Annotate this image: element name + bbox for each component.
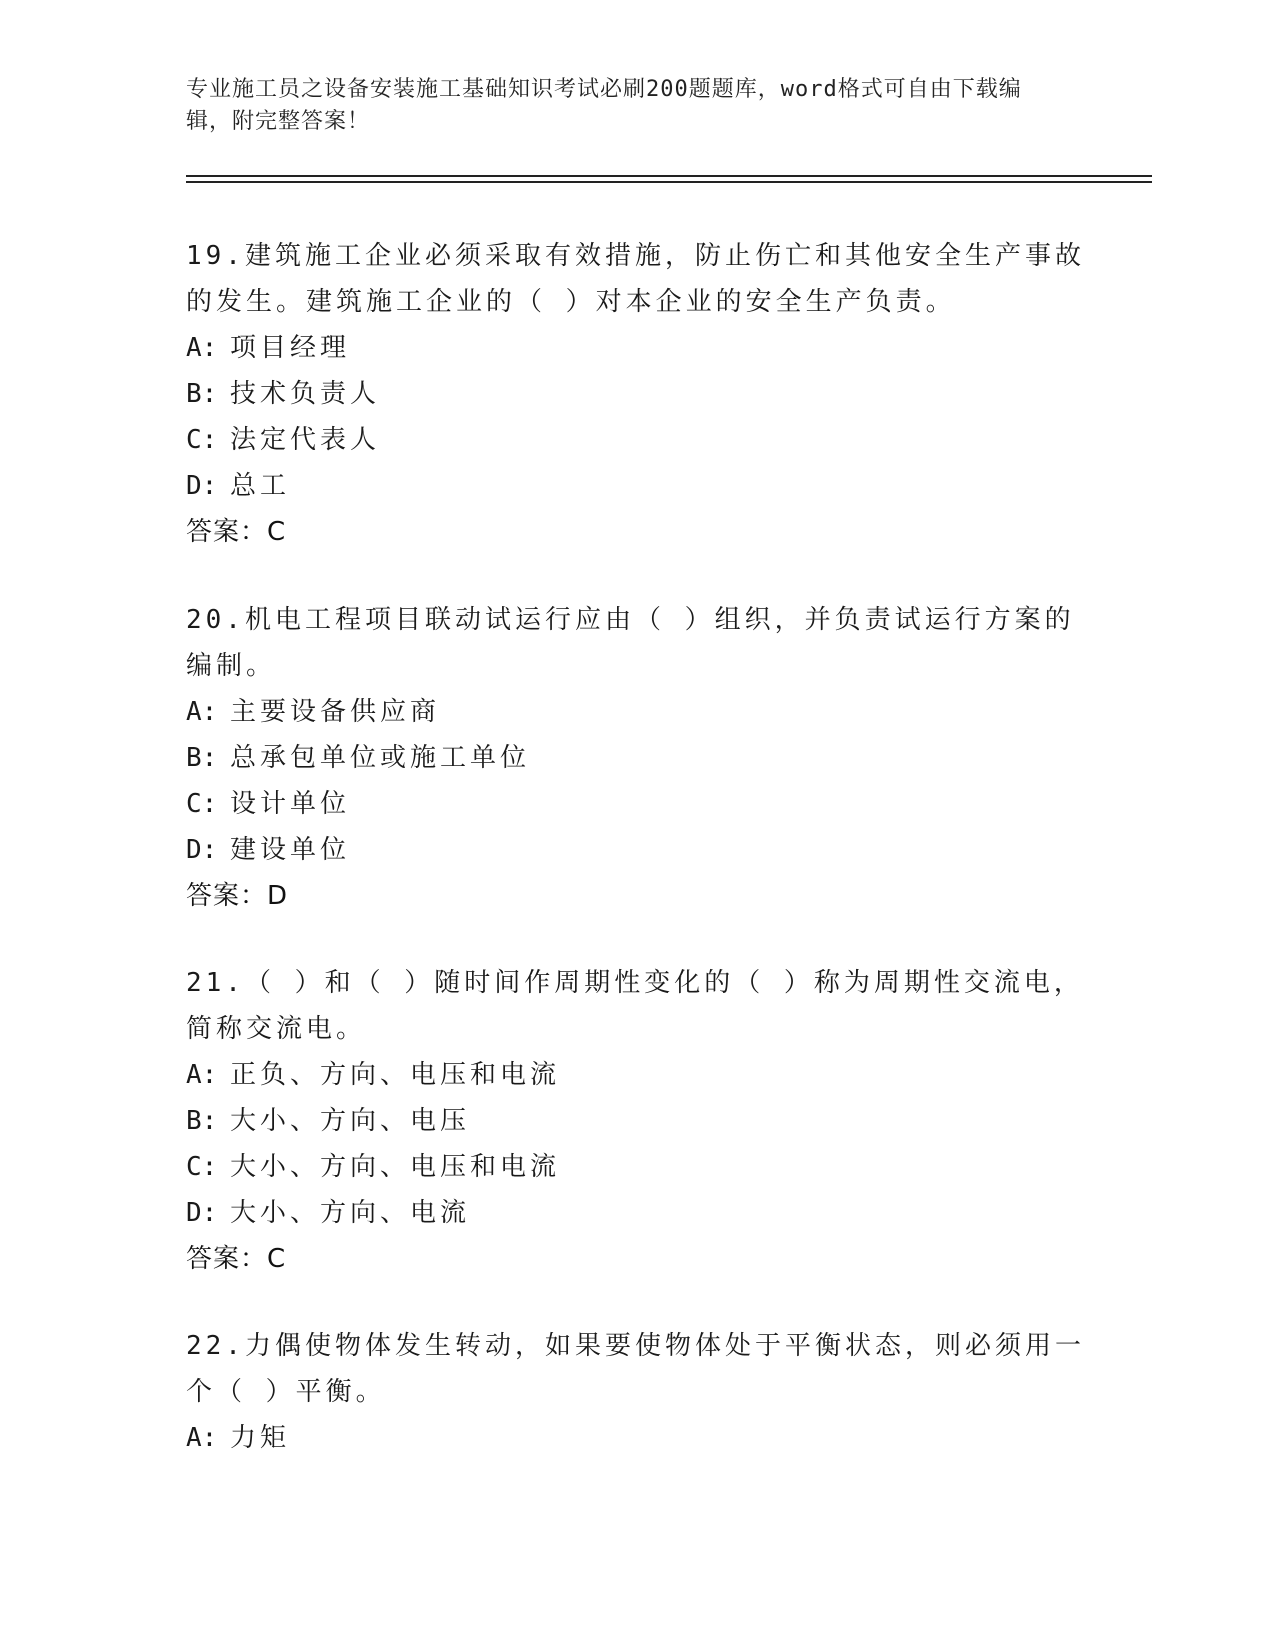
option-key: B:	[186, 1106, 218, 1136]
option-text: 正负、方向、电压和电流	[230, 1060, 561, 1090]
question-22	[186, 1323, 1086, 1461]
option-text: 大小、方向、电压	[230, 1106, 471, 1136]
question-19	[186, 233, 1086, 555]
option-b	[186, 735, 1086, 781]
option-text: 大小、方向、电压和电流	[230, 1152, 561, 1182]
option-c	[186, 1144, 1086, 1190]
question-stem: 19.建筑施工企业必须采取有效措施，防止伤亡和其他安全生产事故的发生。建筑施工企业的（ ）对本企业的安全生产负责。	[186, 241, 1085, 317]
option-text: 总承包单位或施工单位	[230, 743, 531, 773]
option-key: B:	[186, 379, 218, 409]
option-d	[186, 1190, 1086, 1236]
option-text: 总工	[230, 471, 291, 501]
option-b	[186, 1098, 1086, 1144]
option-text: 技术负责人	[230, 379, 381, 409]
option-key: D:	[186, 835, 218, 865]
option-a	[186, 689, 1086, 735]
option-text: 建设单位	[230, 835, 351, 865]
option-key: A:	[186, 1423, 218, 1453]
option-key: C:	[186, 1152, 218, 1182]
option-text: 设计单位	[230, 789, 351, 819]
option-key: D:	[186, 471, 218, 501]
document-header: 专业施工员之设备安装施工基础知识考试必刷200题题库，word格式可自由下载编辑，附完整答案！	[186, 77, 1022, 134]
option-c	[186, 417, 1086, 463]
question-21	[186, 960, 1086, 1282]
option-key: A:	[186, 1060, 218, 1090]
option-text: 法定代表人	[230, 425, 381, 455]
option-key: C:	[186, 425, 218, 455]
header-divider-top	[186, 175, 1152, 177]
question-stem: 22.力偶使物体发生转动，如果要使物体处于平衡状态，则必须用一个（ ）平衡。	[186, 1331, 1085, 1407]
option-b	[186, 371, 1086, 417]
option-a	[186, 1415, 1086, 1461]
question-stem: 20.机电工程项目联动试运行应由（ ）组织，并负责试运行方案的编制。	[186, 605, 1075, 681]
option-c	[186, 781, 1086, 827]
option-d	[186, 827, 1086, 873]
option-key: B:	[186, 743, 218, 773]
option-key: C:	[186, 789, 218, 819]
option-text: 大小、方向、电流	[230, 1198, 471, 1228]
answer: 答案：D	[186, 881, 289, 911]
option-key: A:	[186, 697, 218, 727]
option-text: 项目经理	[230, 333, 351, 363]
option-d	[186, 463, 1086, 509]
header-divider-bottom	[186, 181, 1152, 183]
option-text: 力矩	[230, 1423, 291, 1453]
option-key: A:	[186, 333, 218, 363]
question-20	[186, 597, 1086, 919]
answer: 答案：C	[186, 517, 287, 547]
option-key: D:	[186, 1198, 218, 1228]
question-stem: 21.（ ）和（ ）随时间作周期性变化的（ ）称为周期性交流电，简称交流电。	[186, 968, 1084, 1044]
option-a	[186, 1052, 1086, 1098]
option-text: 主要设备供应商	[230, 697, 441, 727]
answer: 答案：C	[186, 1244, 287, 1274]
option-a	[186, 325, 1086, 371]
